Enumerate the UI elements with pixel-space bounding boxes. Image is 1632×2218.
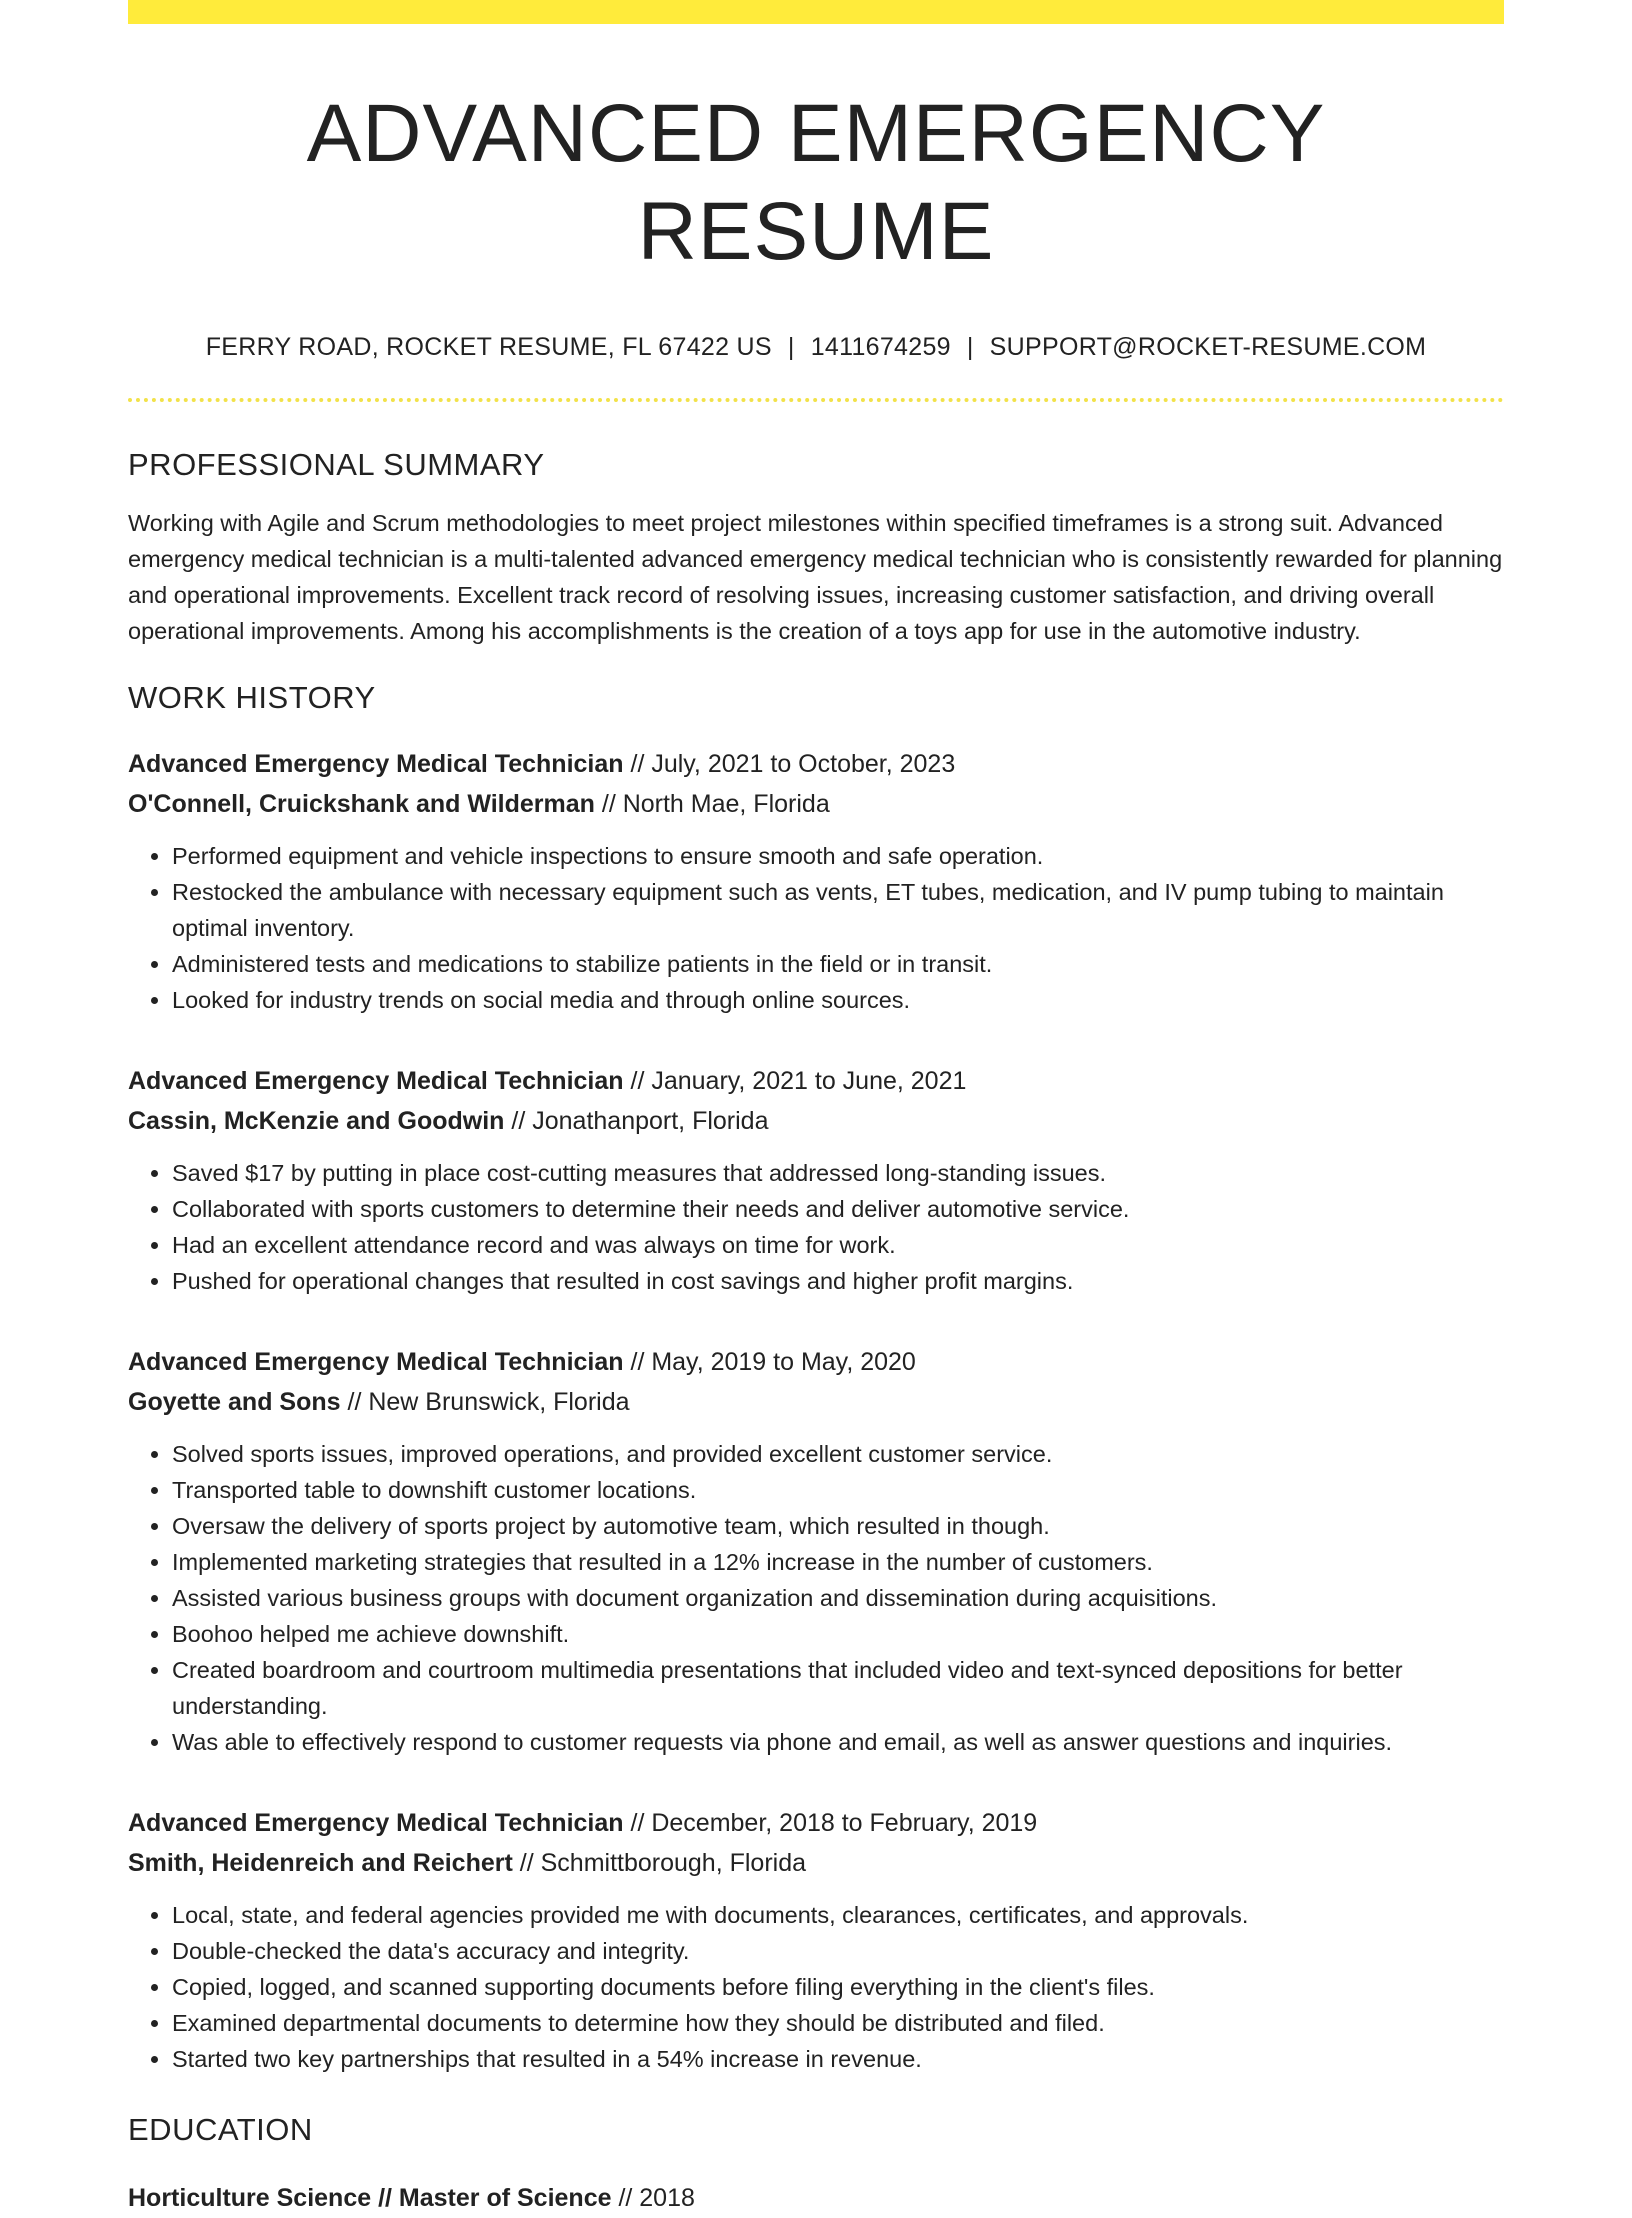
- job-location: // Schmittborough, Florida: [512, 1849, 807, 1878]
- job-company: Cassin, McKenzie and Goodwin: [128, 1107, 505, 1136]
- job-title-line: [128, 1061, 1504, 1101]
- education-year: // 2018: [611, 2184, 695, 2213]
- job-company: Smith, Heidenreich and Reichert: [128, 1849, 513, 1878]
- job-role: Advanced Emergency Medical Technician: [128, 1809, 624, 1838]
- job-bullet: • Examined departmental documents to determine how they should be distributed and filed.: [172, 2005, 1504, 2041]
- work-history-list: [128, 744, 1504, 2077]
- education-entry: [128, 2178, 1504, 2218]
- contact-email: SUPPORT@ROCKET-RESUME.COM: [989, 332, 1427, 361]
- contact-line: [128, 332, 1504, 362]
- job-bullet: • Local, state, and federal agencies provided me with documents, clearances, certificates, and approvals.: [172, 1897, 1504, 1933]
- job-bullet: • Saved $17 by putting in place cost-cutting measures that addressed long-standing issues.: [172, 1155, 1504, 1191]
- job-bullet: • Copied, logged, and scanned supporting documents before filing everything in the client's files.: [172, 1969, 1504, 2005]
- job-bullet-list: [128, 1436, 1504, 1760]
- job-role: Advanced Emergency Medical Technician: [128, 1067, 624, 1096]
- resume-title: ADVANCED EMERGENCY RESUME: [306, 88, 1326, 278]
- top-accent-bar: [128, 0, 1504, 24]
- job-role: Advanced Emergency Medical Technician: [128, 750, 624, 779]
- job-bullet: • Assisted various business groups with document organization and dissemination during acquisitions.: [172, 1580, 1504, 1616]
- job-bullet: • Implemented marketing strategies that resulted in a 12% increase in the number of customers.: [172, 1544, 1504, 1580]
- job-entry: [128, 1342, 1504, 1760]
- work-history-heading: WORK HISTORY: [128, 679, 376, 715]
- job-title-line: [128, 1342, 1504, 1382]
- contact-phone: 1411674259: [810, 332, 951, 361]
- job-company-line: [128, 784, 1504, 824]
- job-dates: // January, 2021 to June, 2021: [623, 1067, 967, 1096]
- job-company-line: [128, 1843, 1504, 1883]
- contact-address: FERRY ROAD, ROCKET RESUME, FL 67422 US: [205, 332, 772, 361]
- job-company-line: [128, 1101, 1504, 1141]
- job-bullet-list: [128, 1155, 1504, 1299]
- job-bullet: • Performed equipment and vehicle inspections to ensure smooth and safe operation.: [172, 838, 1504, 874]
- job-location: // North Mae, Florida: [594, 790, 830, 819]
- job-entry: [128, 744, 1504, 1018]
- job-bullet: • Looked for industry trends on social media and through online sources.: [172, 982, 1504, 1018]
- job-title-line: [128, 744, 1504, 784]
- summary-heading: PROFESSIONAL SUMMARY: [128, 446, 545, 482]
- education-heading: EDUCATION: [128, 2112, 313, 2148]
- job-bullet: • Oversaw the delivery of sports project by automotive team, which resulted in though.: [172, 1508, 1504, 1544]
- job-bullet: • Had an excellent attendance record and was always on time for work.: [172, 1227, 1504, 1263]
- job-bullet: • Started two key partnerships that resulted in a 54% increase in revenue.: [172, 2041, 1504, 2077]
- job-role: Advanced Emergency Medical Technician: [128, 1348, 624, 1377]
- resume-page: [128, 0, 1504, 2218]
- job-bullet: • Boohoo helped me achieve downshift.: [172, 1616, 1504, 1652]
- job-bullet: • Pushed for operational changes that resulted in cost savings and higher profit margins.: [172, 1263, 1504, 1299]
- education-degree: Horticulture Science // Master of Science: [128, 2184, 612, 2213]
- job-company: Goyette and Sons: [128, 1388, 341, 1417]
- job-entry: [128, 1803, 1504, 2077]
- job-dates: // December, 2018 to February, 2019: [623, 1809, 1038, 1838]
- job-bullet: • Transported table to downshift customer locations.: [172, 1472, 1504, 1508]
- summary-text: Working with Agile and Scrum methodologies to meet project milestones within specified timeframes is a strong suit. Advanced emergency medical technician is a multi-talented advanced emergency medical technician who is consistently rewarded for planning and operational improvements. Excellent track record of resolving issues, increasing customer satisfaction, and driving overall operational improvements. Among his accomplishments is the creation of a toys app for use in the automotive industry.: [128, 509, 1503, 644]
- job-location: // New Brunswick, Florida: [340, 1388, 630, 1417]
- job-location: // Jonathanport, Florida: [504, 1107, 769, 1136]
- job-bullet: • Was able to effectively respond to customer requests via phone and email, as well as answer questions and inquiries.: [172, 1724, 1504, 1760]
- job-bullet: • Solved sports issues, improved operations, and provided excellent customer service.: [172, 1436, 1504, 1472]
- job-bullet: • Restocked the ambulance with necessary equipment such as vents, ET tubes, medication, and IV pump tubing to maintain optimal inventory.: [172, 874, 1504, 946]
- dotted-divider: [128, 398, 1504, 402]
- job-bullet: • Created boardroom and courtroom multimedia presentations that included video and text-synced depositions for better understanding.: [172, 1652, 1504, 1724]
- contact-separator: |: [966, 332, 974, 361]
- contact-separator: |: [787, 332, 795, 361]
- job-dates: // May, 2019 to May, 2020: [623, 1348, 916, 1377]
- job-bullet: • Administered tests and medications to stabilize patients in the field or in transit.: [172, 946, 1504, 982]
- job-company-line: [128, 1382, 1504, 1422]
- job-bullet: • Double-checked the data's accuracy and integrity.: [172, 1933, 1504, 1969]
- job-dates: // July, 2021 to October, 2023: [623, 750, 956, 779]
- job-bullet-list: [128, 1897, 1504, 2077]
- job-company: O'Connell, Cruickshank and Wilderman: [128, 790, 595, 819]
- job-title-line: [128, 1803, 1504, 1843]
- job-bullet-list: [128, 838, 1504, 1018]
- job-entry: [128, 1061, 1504, 1299]
- job-bullet: • Collaborated with sports customers to determine their needs and deliver automotive service.: [172, 1191, 1504, 1227]
